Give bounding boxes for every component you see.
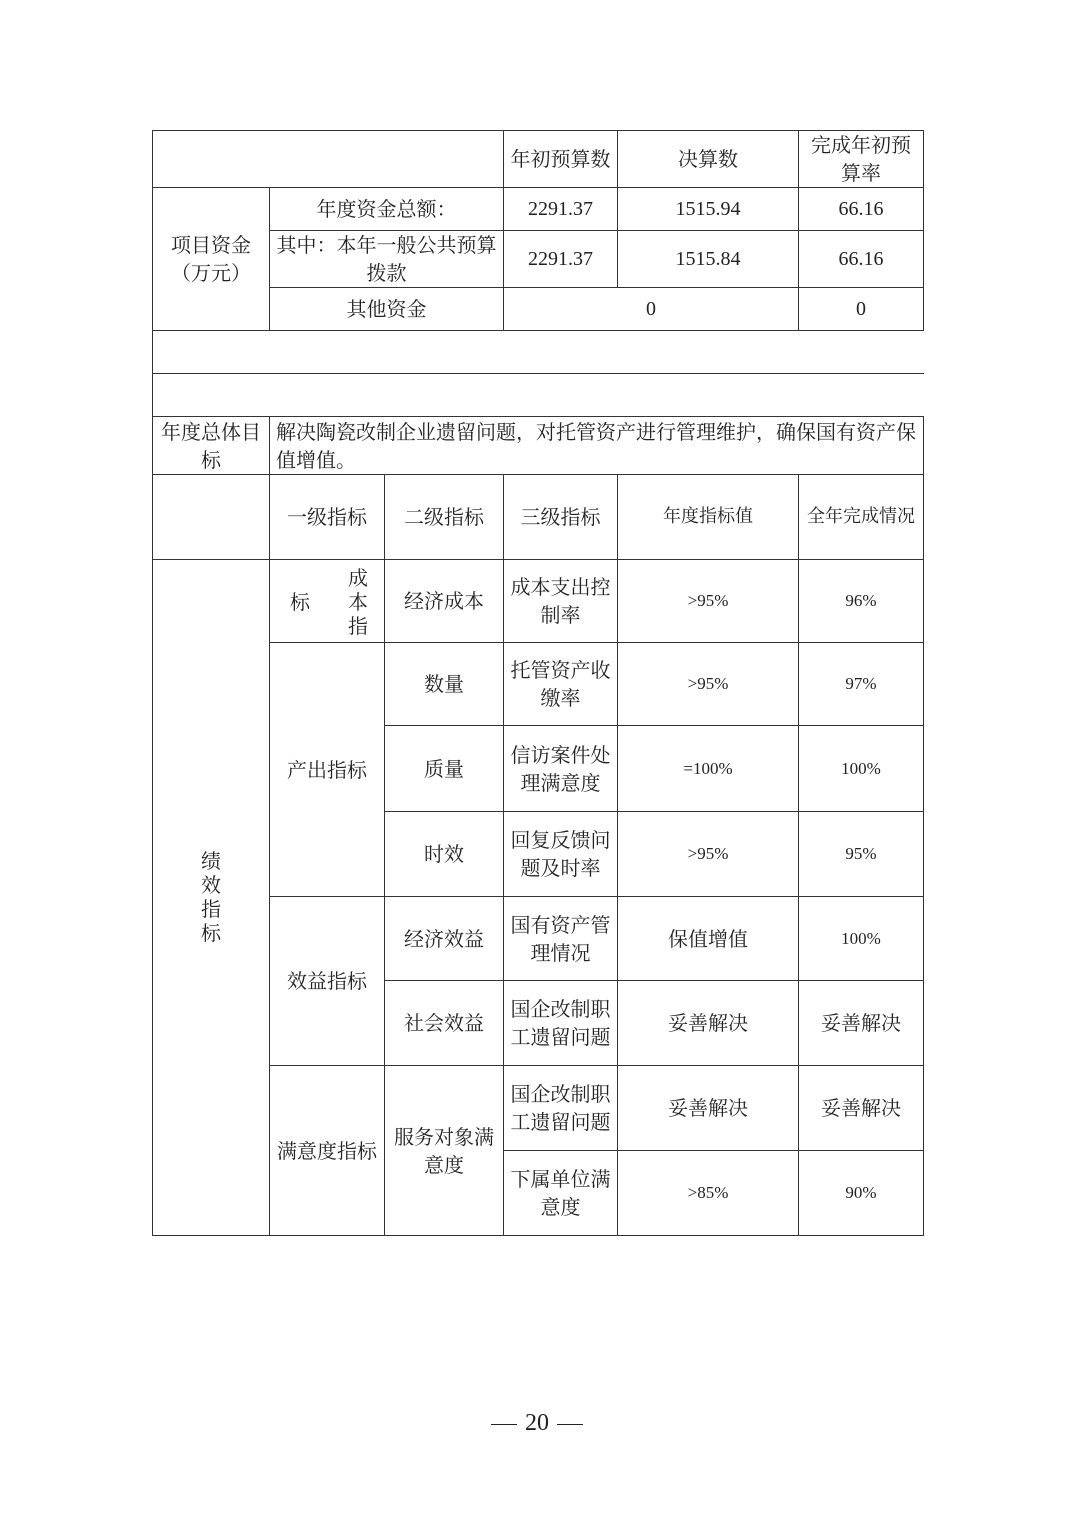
cost-level1 bbox=[270, 560, 385, 643]
header-level1: 一级指标 bbox=[270, 475, 385, 560]
performance-label-cell bbox=[153, 560, 270, 1236]
blank-cell bbox=[153, 374, 924, 417]
page-number-footer bbox=[0, 1410, 1074, 1437]
cost-completion: 96% bbox=[799, 560, 924, 643]
indicator-header-empty bbox=[153, 475, 270, 560]
cost-level1-right: 成本指 bbox=[348, 566, 368, 638]
satisfaction-level3: 下属单位满意度 bbox=[504, 1151, 618, 1236]
indicator-header-row bbox=[153, 475, 924, 560]
benefit-target: 保值增值 bbox=[618, 897, 799, 981]
output-target: =100% bbox=[618, 726, 799, 812]
left-dash bbox=[491, 1424, 517, 1425]
output-level2: 质量 bbox=[385, 726, 504, 812]
indicator-row-cost bbox=[153, 560, 924, 643]
satisfaction-completion: 90% bbox=[799, 1151, 924, 1236]
satisfaction-level1: 满意度指标 bbox=[270, 1066, 385, 1236]
satisfaction-target: 妥善解决 bbox=[618, 1066, 799, 1151]
header-level3: 三级指标 bbox=[504, 475, 618, 560]
cost-level2: 经济成本 bbox=[385, 560, 504, 643]
funds-total-row bbox=[153, 188, 924, 231]
header-rate: 完成年初预算率 bbox=[799, 131, 924, 188]
satisfaction-level3: 国企改制职工遗留问题 bbox=[504, 1066, 618, 1151]
benefit-level2: 经济效益 bbox=[385, 897, 504, 981]
benefit-completion: 妥善解决 bbox=[799, 981, 924, 1066]
blank-row bbox=[153, 374, 924, 417]
benefit-level3: 国有资产管理情况 bbox=[504, 897, 618, 981]
header-budget: 年初预算数 bbox=[504, 131, 618, 188]
blank-row bbox=[153, 331, 924, 374]
performance-label: 绩效指标 bbox=[201, 848, 221, 945]
funds-other-name: 其他资金 bbox=[270, 288, 504, 331]
output-completion: 95% bbox=[799, 812, 924, 897]
funds-total-actual: 1515.94 bbox=[618, 188, 799, 231]
output-target: >95% bbox=[618, 643, 799, 726]
satisfaction-level2: 服务对象满意度 bbox=[385, 1066, 504, 1236]
funds-header-row bbox=[153, 131, 924, 188]
goal-row bbox=[153, 417, 924, 475]
funds-public-actual: 1515.84 bbox=[618, 231, 799, 288]
benefit-level3: 国企改制职工遗留问题 bbox=[504, 981, 618, 1066]
funds-other-value: 0 bbox=[504, 288, 799, 331]
output-level3: 回复反馈问题及时率 bbox=[504, 812, 618, 897]
funds-total-rate: 66.16 bbox=[799, 188, 924, 231]
funds-public-name: 其中：本年一般公共预算拨款 bbox=[270, 231, 504, 288]
benefit-level1: 效益指标 bbox=[270, 897, 385, 1066]
cost-level3: 成本支出控制率 bbox=[504, 560, 618, 643]
output-completion: 97% bbox=[799, 643, 924, 726]
output-level2: 时效 bbox=[385, 812, 504, 897]
funds-other-rate: 0 bbox=[799, 288, 924, 331]
cost-target: >95% bbox=[618, 560, 799, 643]
output-level3: 信访案件处理满意度 bbox=[504, 726, 618, 812]
funds-total-name: 年度资金总额： bbox=[270, 188, 504, 231]
goal-text: 解决陶瓷改制企业遗留问题，对托管资产进行管理维护，确保国有资产保值增值。 bbox=[270, 417, 924, 475]
output-level1: 产出指标 bbox=[270, 643, 385, 897]
header-completion: 全年完成情况 bbox=[799, 475, 924, 560]
header-empty-cell bbox=[153, 131, 504, 188]
output-level3: 托管资产收缴率 bbox=[504, 643, 618, 726]
funds-total-budget: 2291.37 bbox=[504, 188, 618, 231]
output-level2: 数量 bbox=[385, 643, 504, 726]
output-completion: 100% bbox=[799, 726, 924, 812]
benefit-target: 妥善解决 bbox=[618, 981, 799, 1066]
blank-cell bbox=[153, 331, 924, 374]
funds-public-budget: 2291.37 bbox=[504, 231, 618, 288]
right-dash bbox=[557, 1424, 583, 1425]
benefit-level2: 社会效益 bbox=[385, 981, 504, 1066]
satisfaction-target: >85% bbox=[618, 1151, 799, 1236]
funds-public-rate: 66.16 bbox=[799, 231, 924, 288]
header-target: 年度指标值 bbox=[618, 475, 799, 560]
goal-label: 年度总体目标 bbox=[153, 417, 270, 475]
header-level2: 二级指标 bbox=[385, 475, 504, 560]
funds-label: 项目资金（万元） bbox=[153, 188, 270, 331]
output-target: >95% bbox=[618, 812, 799, 897]
page-number: 20 bbox=[525, 1410, 549, 1436]
header-actual: 决算数 bbox=[618, 131, 799, 188]
cost-level1-left: 标 bbox=[290, 590, 310, 614]
performance-table bbox=[152, 130, 924, 1236]
satisfaction-completion: 妥善解决 bbox=[799, 1066, 924, 1151]
benefit-completion: 100% bbox=[799, 897, 924, 981]
